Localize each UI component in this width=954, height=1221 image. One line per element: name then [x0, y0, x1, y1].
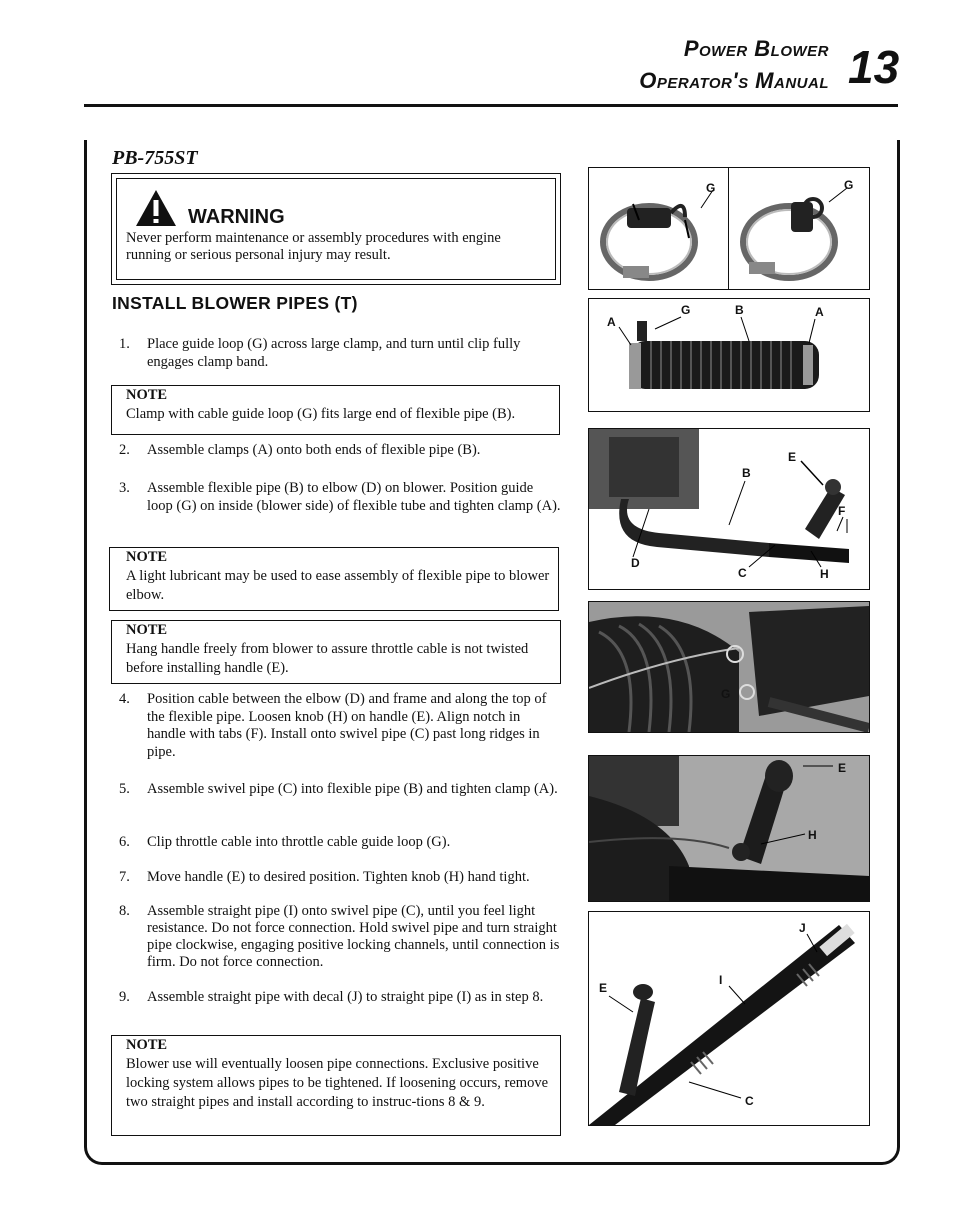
flexible-pipe-illustration	[589, 299, 869, 411]
model-heading: PB-755ST	[112, 147, 198, 169]
step-6	[119, 834, 561, 852]
label-c: C	[745, 1094, 754, 1108]
figure-flexible-pipe	[588, 298, 870, 412]
step-number: 7.	[119, 869, 130, 885]
step-number: 8.	[119, 903, 130, 919]
note-box-4	[111, 1035, 561, 1136]
figure-handle-knob	[588, 755, 870, 902]
note-box-3	[111, 620, 561, 684]
step-number: 1.	[119, 336, 130, 352]
step-number: 9.	[119, 989, 130, 1005]
step-5	[119, 781, 561, 799]
note-text: Clamp with cable guide loop (G) fits large end of flexible pipe (B).	[126, 406, 516, 422]
warning-box	[111, 173, 561, 285]
note-heading: NOTE	[126, 549, 168, 565]
step-number: 2.	[119, 442, 130, 458]
straight-pipe-illustration	[589, 912, 869, 1125]
page-number: 13	[848, 41, 900, 93]
label-a: A	[607, 315, 616, 329]
warning-triangle-icon	[134, 188, 178, 228]
note-heading: NOTE	[126, 387, 168, 403]
step-text: Assemble straight pipe with decal (J) to straight pipe (I) as in step 8.	[147, 989, 544, 1005]
step-4	[119, 691, 561, 761]
note-box-2	[109, 547, 559, 611]
label-c: C	[738, 566, 747, 580]
label-g: G	[681, 303, 691, 317]
manual-title-line1: Power Blower	[683, 36, 829, 61]
label-i: I	[719, 973, 723, 987]
warning-text: Never perform maintenance or assembly procedures with engine running or serious personal injury may result.	[126, 230, 501, 263]
figure-blower-assembly	[588, 428, 870, 590]
clamp-illustration	[589, 168, 869, 289]
label-g: G	[844, 178, 854, 192]
guide-loop-illustration	[589, 602, 869, 732]
step-3	[119, 480, 561, 515]
manual-title-line2: Operator's Manual	[639, 68, 829, 93]
section-title: INSTALL BLOWER PIPES (T)	[112, 293, 358, 313]
label-f: F	[838, 504, 846, 518]
label-b: B	[735, 303, 744, 317]
step-text: Move handle (E) to desired position. Tighten knob (H) hand tight.	[147, 869, 530, 885]
note-heading: NOTE	[126, 622, 168, 638]
step-text: Assemble clamps (A) onto both ends of flexible pipe (B).	[147, 442, 481, 458]
step-text: Place guide loop (G) across large clamp, and turn until clip fully engages clamp band.	[147, 336, 521, 370]
label-e: E	[788, 450, 797, 464]
step-8	[119, 903, 561, 971]
note-text: Hang handle freely from blower to assure throttle cable is not twisted before installing handle (E).	[126, 641, 529, 676]
step-number: 6.	[119, 834, 130, 850]
step-2	[119, 442, 561, 460]
label-h: H	[808, 828, 817, 842]
label-h: H	[820, 567, 829, 581]
note-text: A light lubricant may be used to ease assembly of flexible pipe to blower elbow.	[126, 568, 550, 603]
figure-clamp-guide-loop	[588, 167, 870, 290]
step-number: 3.	[119, 480, 130, 496]
step-text: Assemble straight pipe (I) onto swivel pipe (C), until you feel light resistance. Do not force connection. Hold swivel pipe and turn straight pipe clockwise, engaging positive locking channels, until connection is firm. Do not force connection.	[147, 903, 560, 970]
step-number: 5.	[119, 781, 130, 797]
label-d: D	[631, 556, 640, 570]
note-heading: NOTE	[126, 1037, 168, 1053]
step-text: Assemble swivel pipe (C) into flexible pipe (B) and tighten clamp (A).	[147, 781, 558, 797]
step-text: Clip throttle cable into throttle cable guide loop (G).	[147, 834, 451, 850]
header-rule	[84, 104, 898, 107]
handle-illustration	[589, 756, 869, 901]
warning-title: WARNING	[188, 206, 285, 228]
label-g: G	[706, 181, 716, 195]
label-g: G	[721, 687, 731, 701]
label-a: A	[815, 305, 824, 319]
figure-straight-pipes	[588, 911, 870, 1126]
label-e: E	[599, 981, 608, 995]
note-text: Blower use will eventually loosen pipe connections. Exclusive positive locking system allows pipes to be tightened. If loosening occurs, remove two straight pipes and install according to instruc-tions 8 & 9.	[126, 1056, 549, 1110]
label-b: B	[742, 466, 751, 480]
note-box-1	[111, 385, 560, 435]
figure-guide-loop-closeup	[588, 601, 870, 733]
step-1	[119, 336, 561, 371]
step-text: Assemble flexible pipe (B) to elbow (D) on blower. Position guide loop (G) on inside (blower side) of flexible tube and tighten clamp (A).	[147, 480, 561, 514]
label-j: J	[799, 921, 806, 935]
step-text: Position cable between the elbow (D) and frame and along the top of the flexible pipe. Loosen knob (H) on handle (E). Align notch in handle with tabs (F). Install onto swivel pipe (C) past long ridges in pipe.	[147, 691, 547, 760]
step-7	[119, 869, 561, 887]
step-9	[119, 989, 561, 1007]
step-number: 4.	[119, 691, 130, 707]
label-e: E	[838, 761, 847, 775]
